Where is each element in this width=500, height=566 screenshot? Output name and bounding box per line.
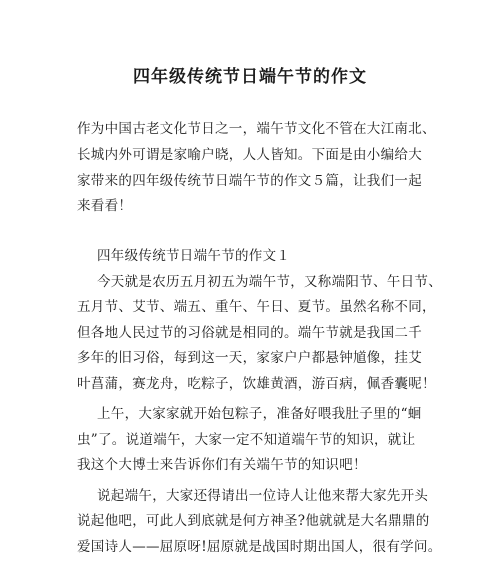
intro-line-3: 家带来的四年级传统节日端午节的作文５篇，让我们一起 <box>77 173 422 189</box>
body-line-2: 五月节、艾节、端五、重午、午日、夏节。虽然名称不同， <box>77 299 436 315</box>
body-line-5: 叶菖蒲，赛龙舟，吃粽子，饮雄黄酒，游百病，佩香囊呢！ <box>77 376 436 392</box>
intro-line-2: 长城内外可谓是家喻户晓，人人皆知。下面是由小编给大 <box>77 147 422 163</box>
body-line-6: 上午，大家家就开始包粽子，准备好喂我肚子里的“蛔 <box>97 406 422 422</box>
body-line-9: 说起端午，大家还得请出一位诗人让他来帮大家先开头 <box>97 488 429 504</box>
intro-line-4: 来看看！ <box>77 198 133 214</box>
body-line-10: 说起他吧，可此人到底就是何方神圣?他就就是大名鼎鼎的 <box>77 513 430 529</box>
body-line-11: 爱国诗人——屈原呀!屈原就是战国时期出国人，很有学问。 <box>77 539 442 555</box>
intro-line-1: 作为中国古老文化节日之一，端午节文化不管在大江南北、 <box>77 121 436 137</box>
body-line-7: 虫”了。说道端午，大家一定不知道端午节的知识，就让 <box>77 432 416 448</box>
document-title: 四年级传统节日端午节的作文 <box>133 67 367 87</box>
body-line-8: 我这个大博士来告诉你们有关端午节的知识吧！ <box>77 457 367 473</box>
body-line-4: 多年的旧习俗，每到这一天，家家户户都悬钟馗像，挂艾 <box>77 350 422 366</box>
body-line-1: 今天就是农历五月初五为端午节，又称端阳节、午日节、 <box>97 274 442 290</box>
body-line-3: 但各地人民过节的习俗就是相同的。端午节就是我国二千 <box>77 325 422 341</box>
section-heading: 四年级传统节日端午节的作文１ <box>97 248 291 264</box>
